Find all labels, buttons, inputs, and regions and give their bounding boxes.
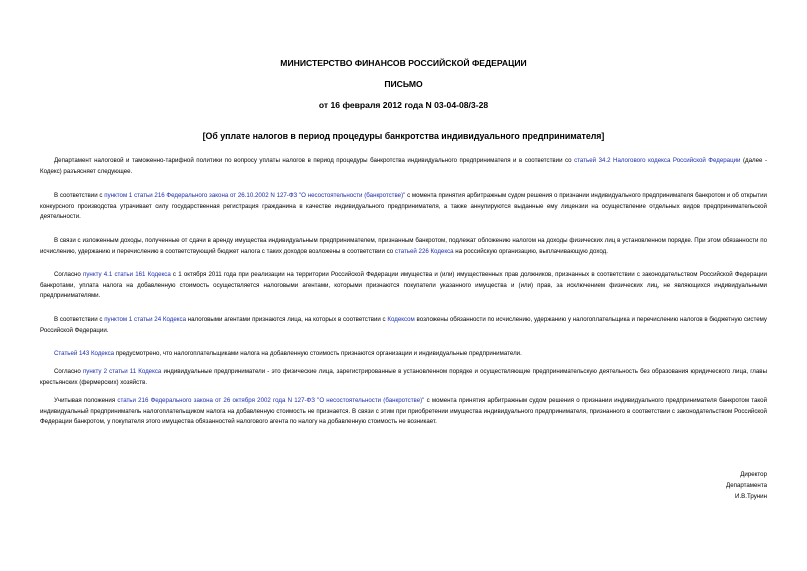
- paragraph-text: с момента принятия арбитражным судом решения о признании индивидуального предпринимателя банкротом такой индивидуальный предприниматель налогоплательщиком налога на добавленную стоимость не признается. В связи с этим при приобретении имущества индивидуального предпринимателя, признанного в соответствии с законодательством Российской Федерации банкротом, у покупателя этого имущества обязанностей налогового агента по налогу на добавленную стоимость не возникает.: [40, 397, 768, 426]
- paragraph-text: Учитывая положения: [54, 397, 118, 404]
- paragraph-4: [40, 270, 767, 302]
- link-article-226[interactable]: статьей 226 Кодекса: [394, 247, 454, 255]
- paragraph-text: с 1 октября 2011 года при реализации на территории Российской Федерации имущества и (или) имущественных прав должников, признанных в соответствии с законодательством Российской Федерации банкротами, уплата налога на добавленную стоимость осуществляется налоговыми агентами, которыми признаются покупатели указанного имущества и (или) прав, за исключением физических лиц, не являющихся индивидуальными предпринимателями.: [40, 271, 767, 300]
- paragraph-text: (далее - Кодекс) разъясняет следующее.: [40, 157, 767, 175]
- paragraph-text: с момента принятия арбитражным судом решения о признании индивидуального предпринимателя банкротом и об открытии конкурсного производства утрачивает силу государственная регистрация гражданина в качестве индивидуального предпринимателя, а также аннулируются выданные ему лицензии на осуществление отдельных видов предпринимательской деятельности.: [40, 192, 767, 221]
- link-fz-127-art-216[interactable]: статьи 216 Федерального закона от 26 октября 2002 года N 127-ФЗ "О несостоятельности (банкротстве)": [117, 397, 425, 404]
- paragraph-5: [40, 315, 767, 336]
- paragraph-2: [40, 191, 767, 223]
- link-article-24-p1[interactable]: пунктом 1 статьи 24 Кодекса: [104, 316, 186, 323]
- signature-department: Департамента: [726, 482, 767, 489]
- paragraph-text: Согласно: [54, 271, 84, 278]
- link-article-161-p4-1[interactable]: пункту 4.1 статьи 161 Кодекса: [83, 271, 171, 278]
- paragraph-text: В связи с изложенным доходы, полученные от сдачи в аренду имущества индивидуальным предпринимателем, признанным банкротом, подлежат обложению налогом на доходы физических лиц в установленном порядке. При этом обязанности по исчислению, удержанию и перечислению в соответствующий бюджет налога с таких доходов возложены в соответствии со: [40, 237, 767, 255]
- link-article-34-2[interactable]: статьей 34.2 Налогового кодекса Российской Федерации: [574, 157, 741, 164]
- paragraph-text: В соответствии с: [54, 316, 105, 323]
- paragraph-text: возложены обязанности по исчислению, удержанию у налогоплательщика и перечислению налогов в бюджетную систему Российской Федерации.: [40, 316, 767, 334]
- document-date-number: от 16 февраля 2012 года N 03-04-08/3-28: [318, 100, 489, 110]
- paragraph-8: [40, 396, 767, 428]
- paragraph-3: [40, 236, 767, 257]
- paragraph-text: индивидуальные предприниматели - это физические лица, зарегистрированные в установленном порядке и осуществляющие предпринимательскую деятельность без образования юридического лица, главы крестьянских (фермерских) хозяйств.: [40, 368, 767, 386]
- paragraph-1: [40, 156, 767, 177]
- signature-name: И.В.Трунин: [735, 493, 767, 500]
- paragraph-text: на российскую организацию, выплачивающую доход.: [453, 247, 608, 255]
- signature-position: Директор: [740, 471, 767, 478]
- link-tax-code[interactable]: Кодексом: [387, 316, 415, 323]
- paragraph-text: Согласно: [54, 368, 83, 375]
- document-subject: [Об уплате налогов в период процедуры банкротства индивидуального предпринимателя]: [202, 131, 605, 141]
- paragraph-text: предусмотрено, что налогоплательщиками налога на добавленную стоимость признаются организации и индивидуальные предприниматели.: [114, 350, 522, 357]
- paragraph-text: В соответствии с: [54, 192, 105, 199]
- paragraph-7: [40, 367, 767, 388]
- link-article-11-p2[interactable]: пункту 2 статьи 11 Кодекса: [82, 368, 162, 375]
- link-fz-127-art-216-p1[interactable]: пунктом 1 статьи 216 Федерального закона от 26.10.2002 N 127-ФЗ "О несостоятельности (банкротстве)": [104, 192, 406, 199]
- link-article-143[interactable]: Статьей 143 Кодекса: [54, 350, 115, 357]
- paragraph-6: [40, 349, 767, 360]
- paragraph-text: Департамент налоговой и таможенно-тарифной политики по вопросу уплаты налогов в период процедуры банкротства индивидуального предпринимателя и в соответствии со: [54, 157, 575, 164]
- paragraph-text: налоговыми агентами признаются лица, на которых в соответствии с: [185, 316, 388, 323]
- document-type-heading: ПИСЬМО: [384, 79, 423, 89]
- ministry-heading: МИНИСТЕРСТВО ФИНАНСОВ РОССИЙСКОЙ ФЕДЕРАЦИИ: [280, 58, 527, 68]
